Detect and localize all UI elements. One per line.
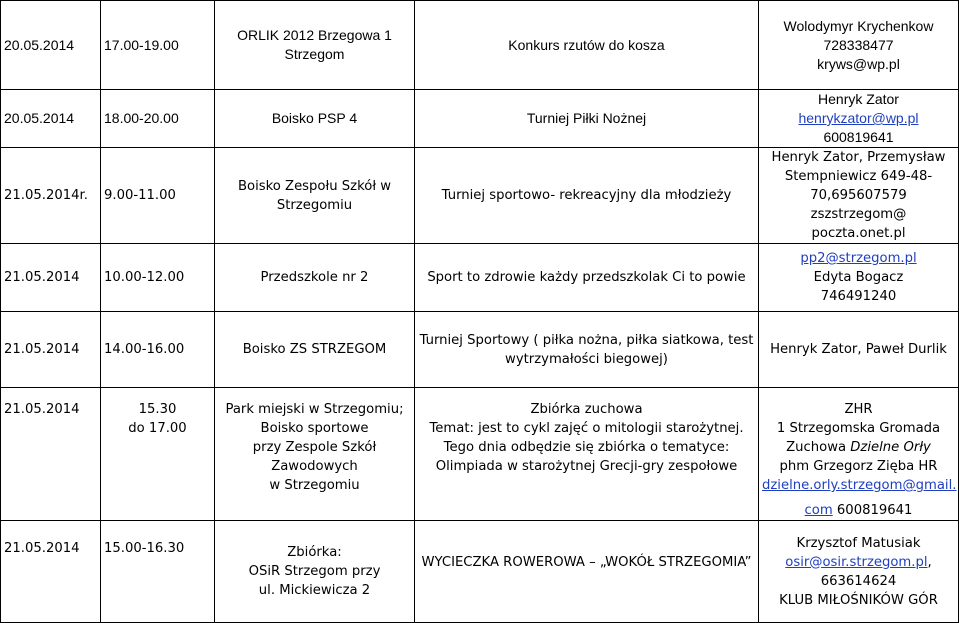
time-cell: 14.00-16.00: [101, 312, 215, 388]
event-cell: Turniej sportowo- rekreacyjny dla młodzieży: [415, 148, 759, 244]
table-row: [1, 312, 959, 388]
table-row: [1, 388, 959, 521]
time-cell: 18.00-20.00: [101, 90, 215, 148]
table-row: [1, 244, 959, 312]
contact-cell: Henryk Zator, Przemysław Stempniewicz 649-48- 70,695607579 zszstrzegom@ poczta.onet.pl: [759, 148, 959, 244]
date-cell: 21.05.2014: [1, 312, 101, 388]
place-cell: Przedszkole nr 2: [215, 244, 415, 312]
table-row: [1, 1, 959, 90]
place-cell: Boisko Zespołu Szkół w Strzegomiu: [215, 148, 415, 244]
event-cell: Turniej Piłki Nożnej: [415, 90, 759, 148]
email-link[interactable]: dzielne.orly.strzegom@gmail.: [762, 478, 957, 493]
contact-cell: Wolodymyr Krychenkow 728338477 kryws@wp.pl: [759, 1, 959, 90]
date-cell: 20.05.2014: [1, 90, 101, 148]
table-row: [1, 148, 959, 244]
email-link[interactable]: pp2@strzegom.pl: [800, 251, 917, 266]
place-cell: ORLIK 2012 Brzegowa 1 Strzegom: [215, 1, 415, 90]
date-cell: 21.05.2014r.: [1, 148, 101, 244]
date-cell: 21.05.2014: [1, 388, 101, 521]
time-cell: 10.00-12.00: [101, 244, 215, 312]
time-cell: 17.00-19.00: [101, 1, 215, 90]
contact-cell: ZHR 1 Strzegomska Gromada Zuchowa Dzielne Orły phm Grzegorz Zięba HR dzielne.orly.strzegom@gmail. com 600819641: [759, 388, 959, 521]
date-cell: 20.05.2014: [1, 1, 101, 90]
event-cell: Zbiórka zuchowa Temat: jest to cykl zajęć o mitologii starożytnej. Tego dnia odbędzie się zbiórka o tematyce: Olimpiada w starożytnej Grecji-gry zespołowe: [415, 388, 759, 521]
place-cell: Boisko PSP 4: [215, 90, 415, 148]
time-cell: 15.00-16.30: [101, 521, 215, 623]
event-cell: WYCIECZKA ROWEROWA – „WOKÓŁ STRZEGOMIA”: [415, 521, 759, 623]
time-cell: 9.00-11.00: [101, 148, 215, 244]
email-link[interactable]: osir@osir.strzegom.pl: [785, 554, 928, 570]
table-row: [1, 90, 959, 148]
contact-cell: Henryk Zator henrykzator@wp.pl 600819641: [759, 90, 959, 148]
date-cell: 21.05.2014: [1, 521, 101, 623]
contact-cell: Krzysztof Matusiak osir@osir.strzegom.pl, 663614624 KLUB MIŁOŚNIKÓW GÓR: [759, 521, 959, 623]
time-cell: 15.30 do 17.00: [101, 388, 215, 521]
date-cell: 21.05.2014: [1, 244, 101, 312]
place-cell: Park miejski w Strzegomiu; Boisko sportowe przy Zespole Szkół Zawodowych w Strzegomiu: [215, 388, 415, 521]
table-row: [1, 521, 959, 623]
contact-cell: pp2@strzegom.pl Edyta Bogacz 746491240: [759, 244, 959, 312]
event-cell: Turniej Sportowy ( piłka nożna, piłka siatkowa, test wytrzymałości biegowej): [415, 312, 759, 388]
event-cell: Sport to zdrowie każdy przedszkolak Ci to powie: [415, 244, 759, 312]
contact-cell: Henryk Zator, Paweł Durlik: [759, 312, 959, 388]
place-cell: Boisko ZS STRZEGOM: [215, 312, 415, 388]
place-cell: Zbiórka: OSiR Strzegom przy ul. Mickiewicza 2: [215, 521, 415, 623]
event-cell: Konkurs rzutów do kosza: [415, 1, 759, 90]
email-link[interactable]: henrykzator@wp.pl: [798, 110, 919, 126]
email-link[interactable]: com: [804, 503, 833, 518]
